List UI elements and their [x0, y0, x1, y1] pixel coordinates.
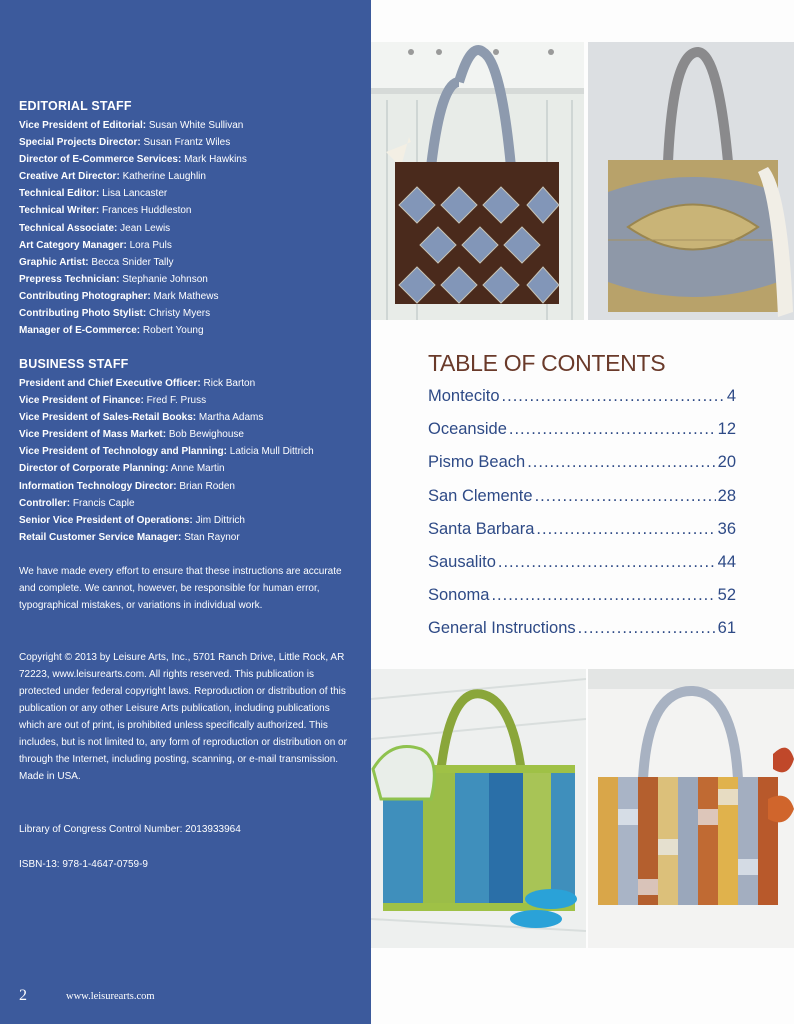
table-of-contents [428, 387, 736, 653]
olive-blue-tote-photo [588, 42, 794, 320]
staff-entry: Controller: Francis Caple [19, 497, 135, 509]
staff-entry: Special Projects Director: Susan Frantz Wiles [19, 137, 231, 149]
staff-entry: Manager of E-Commerce: Robert Young [19, 325, 204, 337]
staff-entry: President and Chief Executive Officer: Rick Barton [19, 378, 256, 389]
staff-entry: Creative Art Director: Katherine Laughlin [19, 171, 206, 183]
business-staff-list [19, 375, 364, 546]
business-staff-heading: BUSINESS STAFF [19, 357, 129, 371]
staff-entry: Director of E-Commerce Services: Mark Hawkins [19, 154, 247, 166]
copyright-text: Copyright © 2013 by Leisure Arts, Inc., 5701 Ranch Drive, Little Rock, AR 72223, www.leisurearts.com. All rights reserved. This publication is protected under federal copyright laws. Reproduction or distribution of this publication or any other Leisure Arts publication, including publications which are out of print, is prohibited unless specifically authorized. This includes, but is not limited to, any form of reproduction or distribution on or through the Internet, including posting, scanning, or e-mail transmission. Made in USA. [19, 652, 347, 782]
page-number: 2 [19, 987, 27, 1004]
staff-entry: Prepress Technician: Stephanie Johnson [19, 273, 208, 285]
toc-entry[interactable]: Montecito ..... 4 [428, 387, 736, 420]
toc-entry[interactable]: Sausalito ..... 44 [428, 553, 736, 586]
brown-diamond-tote-photo [371, 42, 584, 320]
autumn-patchwork-tote-photo [588, 669, 794, 948]
staff-entry: Information Technology Director: Brian Roden [19, 480, 235, 492]
editorial-staff-list [19, 117, 364, 339]
staff-entry: Vice President of Mass Market: Bob Bewighouse [19, 429, 244, 441]
toc-entry[interactable]: Sonoma ..... 52 [428, 586, 736, 619]
staff-entry: Technical Editor: Lisa Lancaster [19, 188, 168, 200]
staff-entry: Contributing Photographer: Mark Mathews [19, 290, 219, 302]
blue-green-tote-photo [371, 669, 586, 948]
staff-entry: Senior Vice President of Operations: Jim Dittrich [19, 514, 245, 526]
toc-entry[interactable]: Santa Barbara ..... 36 [428, 520, 736, 553]
staff-entry: Director of Corporate Planning: Anne Martin [19, 463, 225, 475]
staff-entry: Vice President of Sales-Retail Books: Martha Adams [19, 412, 264, 424]
staff-entry: Vice President of Finance: Fred F. Pruss [19, 395, 207, 407]
toc-entry[interactable]: Oceanside ..... 12 [428, 420, 736, 453]
toc-entry[interactable]: Pismo Beach ..... 20 [428, 453, 736, 486]
toc-title: TABLE OF CONTENTS [428, 350, 666, 376]
staff-entry: Vice President of Editorial: Susan White Sullivan [19, 120, 244, 131]
staff-entry: Technical Writer: Frances Huddleston [19, 205, 192, 217]
staff-entry: Retail Customer Service Manager: Stan Raynor [19, 531, 240, 543]
staff-entry: Graphic Artist: Becca Snider Tally [19, 256, 174, 268]
footer-url: www.leisurearts.com [66, 991, 155, 1002]
toc-entry[interactable]: General Instructions ..... 61 [428, 619, 736, 652]
staff-entry: Vice President of Technology and Planning: Laticia Mull Dittrich [19, 446, 314, 458]
library-of-congress-number: Library of Congress Control Number: 2013933964 [19, 824, 241, 835]
toc-entry[interactable]: San Clemente ..... 28 [428, 487, 736, 520]
disclaimer-text: We have made every effort to ensure that these instructions are accurate and complete. We cannot, however, be responsible for human error, typographical mistakes, or variations in individual work. [19, 566, 342, 611]
editorial-staff-heading: EDITORIAL STAFF [19, 99, 132, 113]
staff-entry: Technical Associate: Jean Lewis [19, 222, 171, 234]
staff-entry: Contributing Photo Stylist: Christy Myers [19, 308, 211, 320]
staff-entry: Art Category Manager: Lora Puls [19, 239, 172, 251]
credits-panel [0, 0, 371, 1024]
isbn-number: ISBN-13: 978-1-4647-0759-9 [19, 859, 148, 870]
